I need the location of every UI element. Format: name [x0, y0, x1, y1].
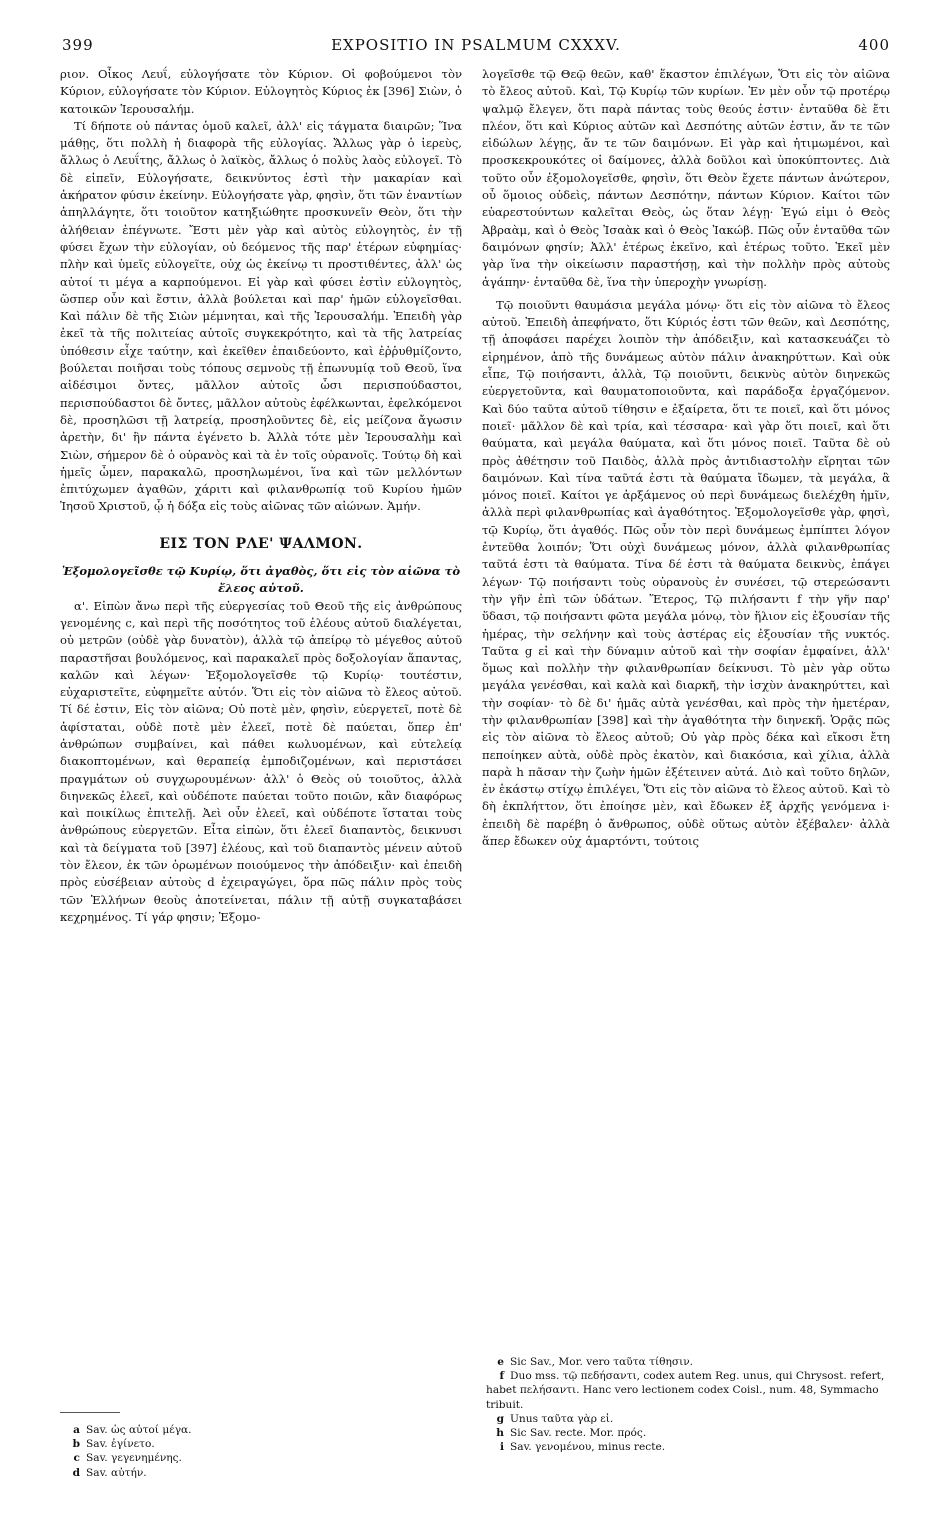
footnote: [486, 1369, 890, 1412]
footnote-text: Duo mss. τῷ πεδήσαντι, codex autem Reg. unus, qui Chrysost. refert, habet πελήσαντι. Hanc vero lectionem codex Coisl., num. 48, Symmacho tribuit.: [486, 1370, 885, 1411]
footnote-text: Sav. αὐτήν.: [86, 1466, 147, 1479]
left-column: [60, 66, 462, 926]
footnote-mark: f: [499, 1370, 504, 1383]
footnote: [486, 1355, 890, 1369]
page-number-right: 400: [858, 36, 890, 54]
footnote-text: Unus ταῦτα γὰρ εἰ.: [510, 1412, 614, 1425]
footnote-mark: d: [72, 1466, 80, 1479]
right-column: [482, 66, 890, 850]
running-header: [62, 36, 890, 58]
footnote-mark: e: [497, 1356, 504, 1368]
right-paragraph-1: λογεῖσθε τῷ Θεῷ θεῶν, καθ' ἕκαστον ἐπιλέγων, Ὅτι εἰς τὸν αἰῶνα τὸ ἔλεος αὐτοῦ. Καὶ, Τῷ Κυρίῳ τῶν κυρίων. Ἐν μὲν οὖν τῷ προτέρῳ ψαλμῷ ἔλεγεν, ὅτι παρὰ πάντας τοὺς θεούς ἐστιν· ἐνταῦθα δὲ ἔτι πλέον, ὅτι καὶ Κύριος αὐτῶν καὶ Δεσπότης αὐτῶν ἐστιν, ἄν τε τῶν εἰδώλων λέγῃς, ἄν τε τῶν δαιμόνων. Εἰ γὰρ καὶ ἠτιμωμένοι, καὶ προσκεκρουκότες οἱ δαίμονες, ἀλλὰ δοῦλοι καὶ ὑποκύπτοντες. Διὰ τοῦτο οὖν ἐξομολογεῖσθε, φησὶν, ὅτι Θεὸν ἔχετε πάντων ἀνώτερον, οὗ ὅμοιος οὐδεὶς, πάντων Δεσπότην, πάντων Κύριον. Καίτοι τῶν εὐαρεστούντων καλεῖται Θεὸς, ὡς ὅταν λέγῃ· Ἐγώ εἰμι ὁ Θεὸς Ἀβραὰμ, καὶ ὁ Θεὸς Ἰσαὰκ καὶ ὁ Θεὸς Ἰακώβ. Πῶς οὖν ἐνταῦθα τῶν δαιμόνων φησίν; Ἀλλ' ἑτέρως ἐκεῖνο, καὶ ἑτέρως τοῦτο. Ἐκεῖ μὲν γὰρ ἵνα τὴν οἰκείωσιν παραστήσῃ, καὶ τὴν πολλὴν πρὸς αὐτοὺς ἀγάπην· ἐνταῦθα δὲ, ἵνα τὴν ὑπεροχὴν γνωρίσῃ.: [482, 67, 890, 289]
footnote: [62, 1466, 442, 1480]
running-title: EXPOSITIO IN PSALMUM CXXXV.: [331, 36, 621, 54]
footnote-text: Sav. γεγενημένης.: [86, 1452, 182, 1465]
left-paragraph-2: Τί δήποτε οὐ πάντας ὁμοῦ καλεῖ, ἀλλ' εἰς τάγματα διαιρῶν; Ἵνα μάθῃς, ὅτι πολλὴ ἡ διαφορὰ τῆς εὐλογίας. Ἄλλως γὰρ ὁ ἱερεὺς, ἄλλως ὁ Λευΐτης, ἄλλως ὁ λαϊκὸς, ἄλλως ὁ πολὺς λαὸς εὐλογεῖ. Τὸ δὲ εἰπεῖν, Εὐλογήσατε, δεικνύντος ἐστὶ τὴν μακαρίαν καὶ ἀκήρατον φύσιν ἐκείνην. Εὐλογήσατε γὰρ, φησὶν, ὅτι τῶν ἐναντίων ἀπηλλάγητε, ὅτι τοιοῦτον κατηξιώθητε προσκυνεῖν Θεὸν, ὅτι τὴν ἀλήθειαν ἐπέγνωτε. Ἔστι μὲν γὰρ καὶ αὐτὸς εὐλογητὸς, ἐν τῇ φύσει ἔχων τὴν εὐλογίαν, οὐ δεόμενος τῆς παρ' ἑτέρων εὐφημίας· πλὴν καὶ ὑμεῖς εὐλογεῖτε, οὐχ ὡς ἐκείνῳ τι προστιθέντες, ἀλλ' ὡς αὐτοί τι μέγα a καρπούμενοι. Εἰ γὰρ καὶ φύσει ἐστὶν εὐλογητὸς, ὥσπερ οὖν καὶ ἔστιν, ἀλλὰ βούλεται καὶ παρ' ἡμῶν εὐλογεῖσθαι. Καὶ πάλιν δὲ τῆς Σιὼν μέμνηται, καὶ τῆς Ἱερουσαλήμ. Ἐπειδὴ γὰρ ἐκεῖ τὰ τῆς πολιτείας αὐτοῖς συγκεκρότητο, καὶ τὰ τῆς λατρείας ὑπόθεσιν εἶχε ταύτην, καὶ ἐκεῖθεν ἐπαιδεύοντο, καὶ ἐῤῥυθμίζοντο, βούλεται ποιῆσαι τοὺς τόπους σεμνοὺς τῇ ἐπωνυμίᾳ τοῦ Θεοῦ, ἵνα αἰδέσιμοι ὄντες, μᾶλλον αὐτοῖς ὦσι περισπούδαστοι, περισπούδαστοι δὲ ὄντες, μᾶλλον αὐτοὺς ἐφέλκωνται, ἐφελκόμενοι δὲ, προσηλῶσι τῇ λατρείᾳ, προσηλοῦντες δὲ, εἰς μείζονα ἄγωσιν ἀρετὴν, δι' ἣν πάντα ἐγένετο b. Ἀλλὰ τότε μὲν Ἱερουσαλὴμ καὶ Σιὼν, σήμερον δὲ ὁ οὐρανὸς καὶ τὰ ἐν τοῖς οὐρανοῖς. Τούτῳ δὴ καὶ ἡμεῖς ὦμεν, παρακαλῶ, προσηλωμένοι, ἵνα καὶ τῶν μελλόντων ἐπιτύχωμεν ἀγαθῶν, χάριτι καὶ φιλανθρωπίᾳ τοῦ Κυρίου ἡμῶν Ἰησοῦ Χριστοῦ, ᾧ ἡ δόξα εἰς τοὺς αἰῶνας τῶν αἰώνων. Ἀμήν.: [60, 118, 462, 514]
footnote: [62, 1423, 442, 1437]
footnote-text: Sic Sav., Mor. vero ταῦτα τίθησιν.: [510, 1356, 694, 1368]
footnote-text: Sav. ὡς αὐτοί μέγα.: [86, 1424, 192, 1436]
left-paragraph-1: ριον. Οἶκος Λευΐ, εὐλογήσατε τὸν Κύριον. Οἱ φοβούμενοι τὸν Κύριον, εὐλογήσατε τὸν Κύριον. Εὐλογητὸς Κύριος ἐκ [396] Σιὼν, ὁ κατοικῶν Ἱερουσαλήμ.: [60, 67, 462, 116]
psalm-heading: ΕΙΣ ΤΟΝ ΡΛΕ' ΨΑΛΜΟΝ.: [159, 535, 363, 552]
footnote: [486, 1412, 890, 1426]
footnote-mark: a: [73, 1424, 80, 1436]
left-paragraph-3: α'. Εἰπὼν ἄνω περὶ τῆς εὐεργεσίας τοῦ Θεοῦ τῆς εἰς ἀνθρώπους γενομένης c, καὶ περὶ τῆς ποσότητος τοῦ ἐλέους αὐτοῦ διαλέγεται, οὐ μετρῶν (οὐδὲ γὰρ δυνατὸν), ἀλλὰ τῷ ἀπείρῳ τὸ μέγεθος αὐτοῦ παραστῆσαι βουλόμενος, καὶ παρακαλεῖ πρὸς δοξολογίαν ἅπαντας, καλῶν καὶ λέγων· Ἐξομολογεῖσθε τῷ Κυρίῳ· τουτέστιν, εὐχαριστεῖτε, εὐφημεῖτε αὐτόν. Ὅτι εἰς τὸν αἰῶνα τὸ ἔλεος αὐτοῦ. Τί δέ ἐστιν, Εἰς τὸν αἰῶνα; Οὐ ποτὲ μὲν, φησὶν, εὐεργετεῖ, ποτὲ δὲ ἀφίσταται, οὐδὲ ποτὲ μὲν ἐλεεῖ, ποτὲ δὲ παύεται, ὅπερ ἐπ' ἀνθρώπων συμβαίνει, καὶ πάθει κωλυομένων, καὶ εὐτελείᾳ διακοπτομένων, καὶ θεραπείᾳ ἐμποδιζομένων, καὶ περιστάσει πραγμάτων οὐ συγχωρουμένων· ἀλλ' ὁ Θεὸς οὐ τοιοῦτος, ἀλλὰ διηνεκῶς ἐλεεῖ, καὶ οὐδέποτε παύεται τοῦτο ποιῶν, κἂν διαφόρως καὶ ποικίλως ἐπιτελῇ. Ἀεὶ οὖν ἐλεεῖ, καὶ οὐδέποτε ἵσταται τοὺς ἀνθρώπους εὐεργετῶν. Εἶτα εἰπὼν, ὅτι ἐλεεῖ διαπαντὸς, δεικνυσι καὶ τὰ δείγματα τοῦ [397] ἐλέους, καὶ τοῦ διαπαντὸς μένειν αὐτοῦ τὸν ἔλεον, ἐκ τῶν ὁρωμένων ποιούμενος τὴν ἀπόδειξιν· καὶ ἐπειδὴ πρὸς εὐσέβειαν αὐτοὺς d ἐχειραγώγει, ὅρα πῶς πάλιν πρὸς τοὺς τῶν Ἑλλήνων θεοὺς ἀποτείνεται, πάλιν τῇ αὐτῇ συγκαταβάσει κεχρημένος. Τί γάρ φησιν; Ἐξομο-: [60, 598, 462, 924]
footnote-text: Sav. γενομένου, minus recte.: [510, 1441, 666, 1454]
right-paragraph-2: Τῷ ποιοῦντι θαυμάσια μεγάλα μόνῳ· ὅτι εἰς τὸν αἰῶνα τὸ ἔλεος αὐτοῦ. Ἐπειδὴ ἀπεφήνατο, ὅτι Κύριός ἐστι τῶν θεῶν, καὶ Δεσπότης, τῇ ἀποφάσει παρέχει λοιπὸν τὴν ἀπόδειξιν, καὶ κατασκευάζει τὸ εἰρημένον, ἀπὸ τῆς δυνάμεως αὐτὸν πάλιν ἀνακηρύττων. Καὶ οὐκ εἶπε, Τῷ ποιήσαντι, ἀλλὰ, Τῷ ποιοῦντι, δεικνὺς αὐτὸν διηνεκῶς εὐεργετοῦντα, καὶ θαυματοποιοῦντα, καὶ παράδοξα ἐργαζόμενον. Καὶ δύο ταῦτα αὐτοῦ τίθησιν e ἐξαίρετα, ὅτι τε ποιεῖ, καὶ ὅτι μόνος ποιεῖ· μᾶλλον δὲ καὶ τρία, καὶ τέσσαρα· καὶ γὰρ ὅτι ποιεῖ, καὶ ὅτι θαύματα, καὶ μεγάλα θαύματα, καὶ ὅτι μόνος ποιεῖ. Ταῦτα δὲ οὐ πρὸς ἀθέτησιν τοῦ Παιδὸς, ἀλλὰ πρὸς ἀντιδιαστολὴν εἴρηται τῶν δαιμόνων. Καὶ τίνα ταῦτά ἐστι τὰ θαύματα ἴδωμεν, τὰ μεγάλα, ἃ μόνος ποιεῖ. Καίτοι γε ἀρξάμενος οὐ περὶ δυνάμεως διελέχθη ἡμῖν, ἀλλὰ περὶ φιλανθρωπίας καὶ ἀγαθότητος. Ἐξομολογεῖσθε γὰρ, φησὶ, τῷ Κυρίῳ, ὅτι ἀγαθός. Πῶς οὖν τὸν περὶ δυνάμεως ἐμπίπτει λόγον ἐντεῦθα λοιπόν; Ὅτι οὐχὶ δυνάμεως μόνον, ἀλλὰ φιλανθρωπίας ταῦτά ἐστι τὰ θαύματα. Τίνα δέ ἐστι τὰ θαύματα δεικνὺς, ἐπάγει λέγων· Τῷ ποιήσαντι τοὺς οὐρανοὺς ἐν συνέσει, τῷ στερεώσαντι τὴν γῆν ἐπὶ τῶν ὑδάτων. Ἕτερος, Τῷ πιλήσαντι f τὴν γῆν παρ' ὕδασι, τῷ ποιήσαντι φῶτα μεγάλα μόνῳ, τὸν ἥλιον εἰς ἐξουσίαν τῆς ἡμέρας, τὴν σελήνην καὶ τοὺς ἀστέρας εἰς ἐξουσίαν τῆς νυκτός. Ταῦτα g εἰ καὶ τὴν δύναμιν αὐτοῦ καὶ τὴν σοφίαν ἐμφαίνει, ἀλλ' ὅμως καὶ πολλὴν τὴν φιλανθρωπίαν δείκνυσι. Τὸ μὲν γὰρ οὕτω μεγάλα γενέσθαι, καὶ καλὰ καὶ διαρκῆ, τὴν ἰσχὺν ἀνακηρύττει, καὶ τὴν σοφίαν· τὸ δὲ δι' ἡμᾶς αὐτὰ γενέσθαι, καὶ πρὸς τὴν ἡμετέραν, τὴν φιλανθρωπίαν [398] καὶ τὴν ἀγαθότητα τὴν διηνεκῆ. Ὁρᾷς πῶς εἰς τὸν αἰῶνα τὸ ἔλεος αὐτοῦ; Οὐ γὰρ πρὸς δέκα καὶ εἴκοσι ἔτη πεποίηκεν αὐτὰ, οὐδὲ πρὸς ἑκατὸν, καὶ διακόσια, καὶ χίλια, ἀλλὰ παρὰ h πᾶσαν τὴν ζωὴν ἡμῶν ἐξέτεινεν αὐτά. Διὸ καὶ τοῦτο δηλῶν, ἐν ἑκάστῳ στίχῳ ἐπιλέγει, Ὅτι εἰς τὸν αἰῶνα τὸ ἔλεος αὐτοῦ. Καὶ τὸ δὴ ἐκπλήττον, ὅτι ἐποίησε μὲν, καὶ ἔδωκεν ἐξ ἀρχῆς γενόμενα i· ἐπειδὴ δὲ παρέβη ὁ ἄνθρωπος, οὐδὲ οὕτως αὐτὸν ἐξέβαλεν· ἀλλὰ ἅπερ ἔδωκεν οὐχ ἁμαρτόντι, τούτοις: [482, 297, 890, 849]
footnote-mark: g: [496, 1412, 504, 1425]
footnote-mark: c: [73, 1452, 80, 1465]
footnote-text: Sav. ἐγίνετο.: [86, 1438, 155, 1451]
footnote: [62, 1451, 442, 1465]
footnote: [486, 1426, 890, 1440]
page-number-left: 399: [62, 36, 94, 54]
footnote-text: Sic Sav. recte. Mor. πρός.: [510, 1427, 647, 1440]
footnote-mark: h: [496, 1427, 504, 1440]
psalm-verse: Ἐξομολογεῖσθε τῷ Κυρίῳ, ὅτι ἀγαθὸς, ὅτι εἰς τὸν αἰῶνα τὸ ἔλεος αὐτοῦ.: [61, 564, 461, 596]
footnote: [62, 1437, 442, 1451]
footnotes-left: [62, 1423, 442, 1480]
footnotes-right: [486, 1355, 890, 1454]
footnote-mark: b: [72, 1438, 80, 1451]
footnote-mark: i: [499, 1441, 504, 1454]
footnote-divider: [60, 1412, 120, 1413]
footnote: [486, 1440, 890, 1454]
